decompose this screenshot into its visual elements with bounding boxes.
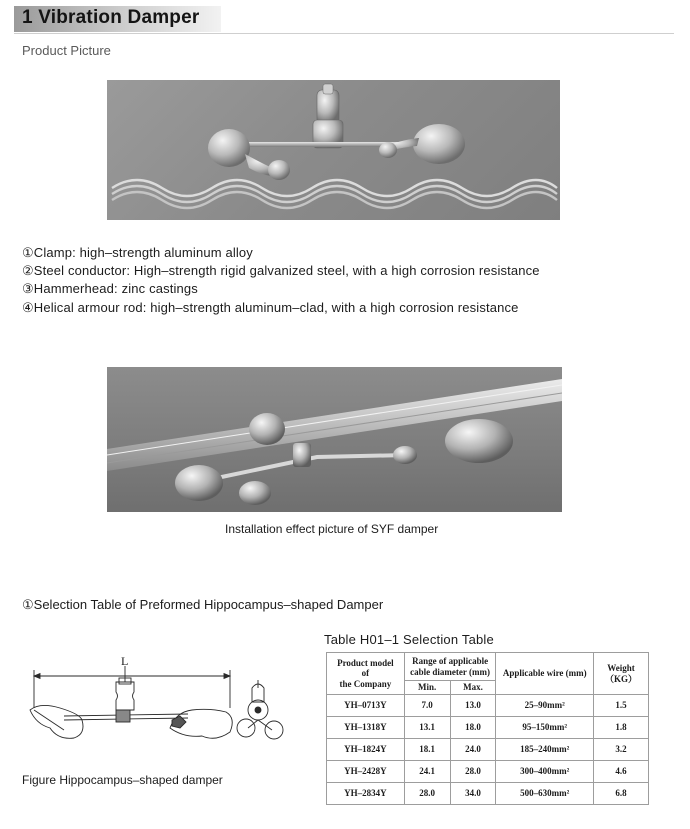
- page-title: 1 Vibration Damper: [22, 7, 200, 28]
- selection-table: [326, 652, 649, 805]
- vibration-damper-image: [107, 80, 560, 220]
- cell-weight: 6.8: [594, 783, 649, 805]
- cell-min: 28.0: [404, 783, 450, 805]
- cell-wire: 500–630mm²: [496, 783, 594, 805]
- feature-steel-conductor: ②Steel conductor: High–strength rigid galvanized steel, with a high corrosion resistance: [22, 263, 540, 278]
- cell-weight: 3.2: [594, 739, 649, 761]
- cell-wire: 25–90mm²: [496, 695, 594, 717]
- feature-hammerhead: ③Hammerhead: zinc castings: [22, 281, 198, 296]
- cell-model: YH–0713Y: [327, 695, 405, 717]
- installation-caption: Installation effect picture of SYF damper: [225, 522, 439, 536]
- table-title: Table H01–1 Selection Table: [324, 632, 494, 647]
- section-heading: Product Picture: [22, 43, 111, 58]
- table-row: [327, 783, 649, 805]
- header-max: Max.: [450, 681, 496, 695]
- cell-max: 24.0: [450, 739, 496, 761]
- table-row: [327, 695, 649, 717]
- cell-weight: 4.6: [594, 761, 649, 783]
- header-product-model: Product model of the Company: [327, 653, 405, 695]
- cell-wire: 300–400mm²: [496, 761, 594, 783]
- cell-max: 18.0: [450, 717, 496, 739]
- cell-weight: 1.5: [594, 695, 649, 717]
- cell-max: 13.0: [450, 695, 496, 717]
- cell-max: 34.0: [450, 783, 496, 805]
- cell-wire: 95–150mm²: [496, 717, 594, 739]
- installed-damper-image: [107, 367, 562, 512]
- cell-min: 7.0: [404, 695, 450, 717]
- feature-armour-rod: ④Helical armour rod: high–strength aluminum–clad, with a high corrosion resistance: [22, 300, 519, 315]
- header-applicable-wire: Applicable wire (mm): [496, 653, 594, 695]
- cell-min: 18.1: [404, 739, 450, 761]
- cell-weight: 1.8: [594, 717, 649, 739]
- figure-caption: Figure Hippocampus–shaped damper: [22, 773, 223, 787]
- header-divider: [14, 33, 674, 34]
- hippocampus-damper-drawing: [20, 648, 295, 760]
- cell-model: YH–2834Y: [327, 783, 405, 805]
- header-weight: Weight （KG）: [594, 653, 649, 695]
- damper-figure: [20, 648, 295, 760]
- header-range: Range of applicable cable diameter (mm): [404, 653, 496, 681]
- selection-heading: ①Selection Table of Preformed Hippocampus–shaped Damper: [22, 597, 384, 612]
- cell-min: 13.1: [404, 717, 450, 739]
- table-row: [327, 717, 649, 739]
- header-min: Min.: [404, 681, 450, 695]
- feature-clamp: ①Clamp: high–strength aluminum alloy: [22, 245, 253, 260]
- cell-model: YH–2428Y: [327, 761, 405, 783]
- cell-max: 28.0: [450, 761, 496, 783]
- cell-min: 24.1: [404, 761, 450, 783]
- installation-photo: [107, 367, 562, 512]
- table-row: [327, 739, 649, 761]
- cell-wire: 185–240mm²: [496, 739, 594, 761]
- product-photo: [107, 80, 560, 220]
- cell-model: YH–1318Y: [327, 717, 405, 739]
- cell-model: YH–1824Y: [327, 739, 405, 761]
- dimension-label-l: L: [121, 654, 129, 668]
- table-row: [327, 761, 649, 783]
